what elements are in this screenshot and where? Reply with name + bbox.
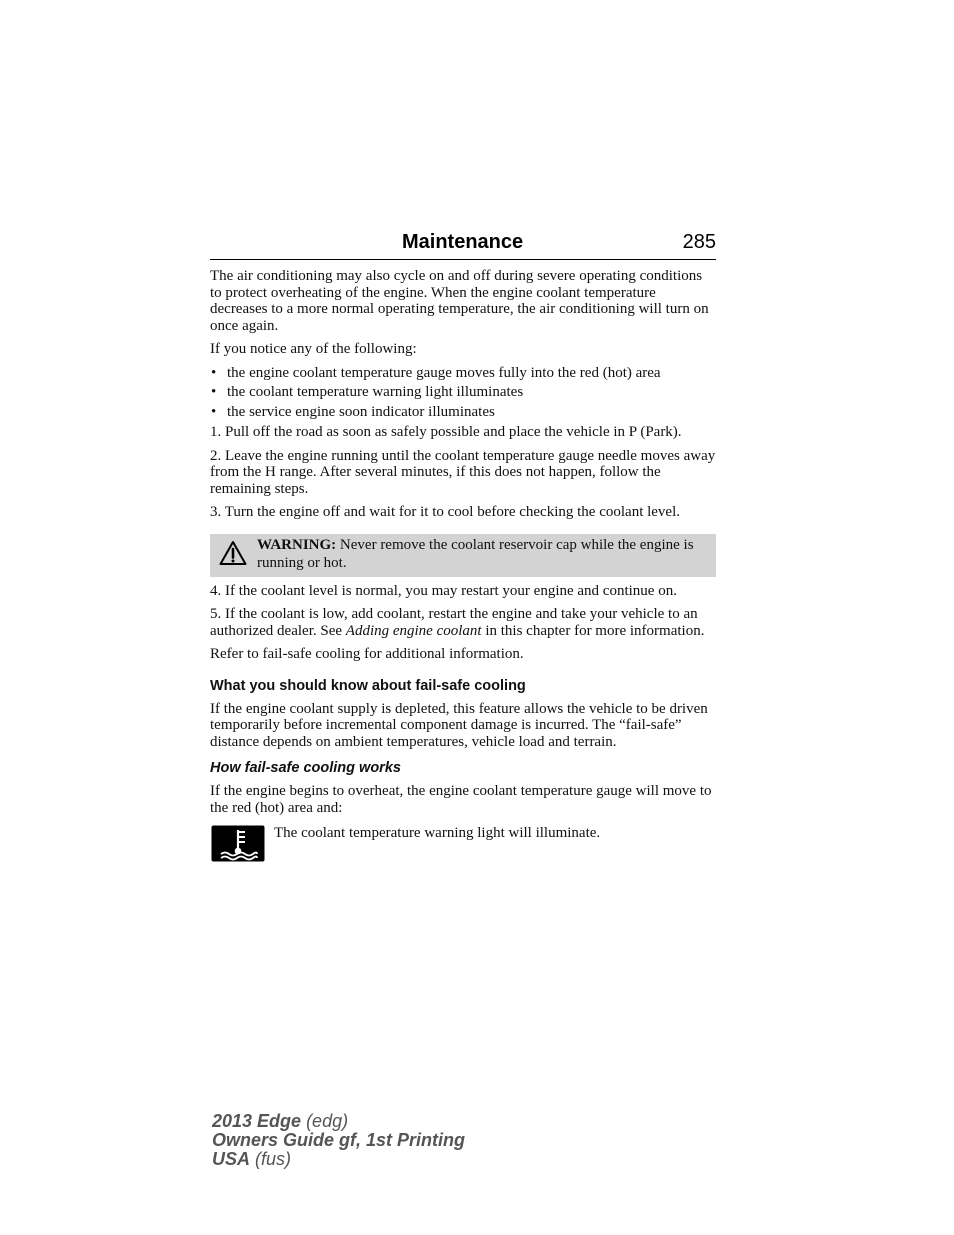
footer-market — [212, 1150, 465, 1169]
coolant-temperature-icon — [211, 825, 265, 862]
paragraph: If the engine coolant supply is depleted, this feature allows the vehicle to be driven temporarily before incremental component damage is incurred. The “fail-safe” distance depends on ambient temperatures, vehicle load and terrain. — [210, 700, 708, 750]
step-4: 4. If the coolant level is normal, you may restart your engine and continue on. — [210, 582, 677, 599]
step-5-text: 5. If the coolant is low, add coolant, restart the engine and take your vehicle to an authorized dealer. See — [210, 606, 698, 639]
footer-market-code: (fus) — [250, 1149, 292, 1169]
footer-market-name: USA — [212, 1149, 251, 1169]
subsection-heading: What you should know about fail-safe cooling — [210, 677, 526, 694]
indicator-caption: The coolant temperature warning light will illuminate. — [274, 825, 601, 841]
step-5 — [210, 606, 716, 639]
list-item: • the service engine soon indicator illuminates — [210, 404, 716, 421]
list-item: • the engine coolant temperature gauge moves fully into the red (hot) area — [210, 365, 716, 382]
step-5-text-end: in this chapter for more information. — [481, 622, 705, 639]
subsection-subheading: How fail-safe cooling works — [210, 760, 401, 776]
cross-reference: Adding engine coolant — [345, 622, 482, 639]
paragraph: If the engine begins to overheat, the engine coolant temperature gauge will move to the red (hot) area and: — [210, 783, 712, 816]
step-1: 1. Pull off the road as soon as safely possible and place the vehicle in P (Park). — [210, 424, 682, 440]
warning-text: Never remove the coolant reservoir cap while the engine is running or hot. — [257, 536, 694, 571]
paragraph: If you notice any of the following: — [210, 341, 417, 357]
symptom-list — [210, 365, 716, 421]
footer-model — [212, 1112, 465, 1131]
page-number: 285 — [682, 231, 716, 253]
page-content — [210, 268, 716, 865]
warning-box — [210, 534, 716, 577]
footer-model-code: (edg) — [301, 1111, 349, 1131]
page-footer — [212, 1112, 465, 1169]
footer-guide: Owners Guide gf, 1st Printing — [212, 1130, 466, 1150]
list-item: • the coolant temperature warning light illuminates — [210, 384, 716, 401]
step-2: 2. Leave the engine running until the coolant temperature gauge needle moves away from the H range. After several minutes, if this does not happen, follow the remaining steps. — [210, 447, 716, 497]
paragraph: The air conditioning may also cycle on and off during severe operating conditions to protect overheating of the engine. When the engine coolant temperature decreases to a more normal operating temperature, the air conditioning will turn on once again. — [210, 268, 709, 334]
warning-triangle-icon — [219, 540, 247, 566]
footer-model-name: 2013 Edge — [212, 1111, 302, 1131]
page-header — [210, 229, 716, 260]
paragraph: Refer to fail-safe cooling for additional information. — [210, 646, 524, 662]
section-title: Maintenance — [402, 231, 524, 253]
warning-label: WARNING: — [257, 536, 337, 553]
indicator-row — [210, 825, 716, 865]
step-3: 3. Turn the engine off and wait for it to cool before checking the coolant level. — [210, 504, 681, 520]
